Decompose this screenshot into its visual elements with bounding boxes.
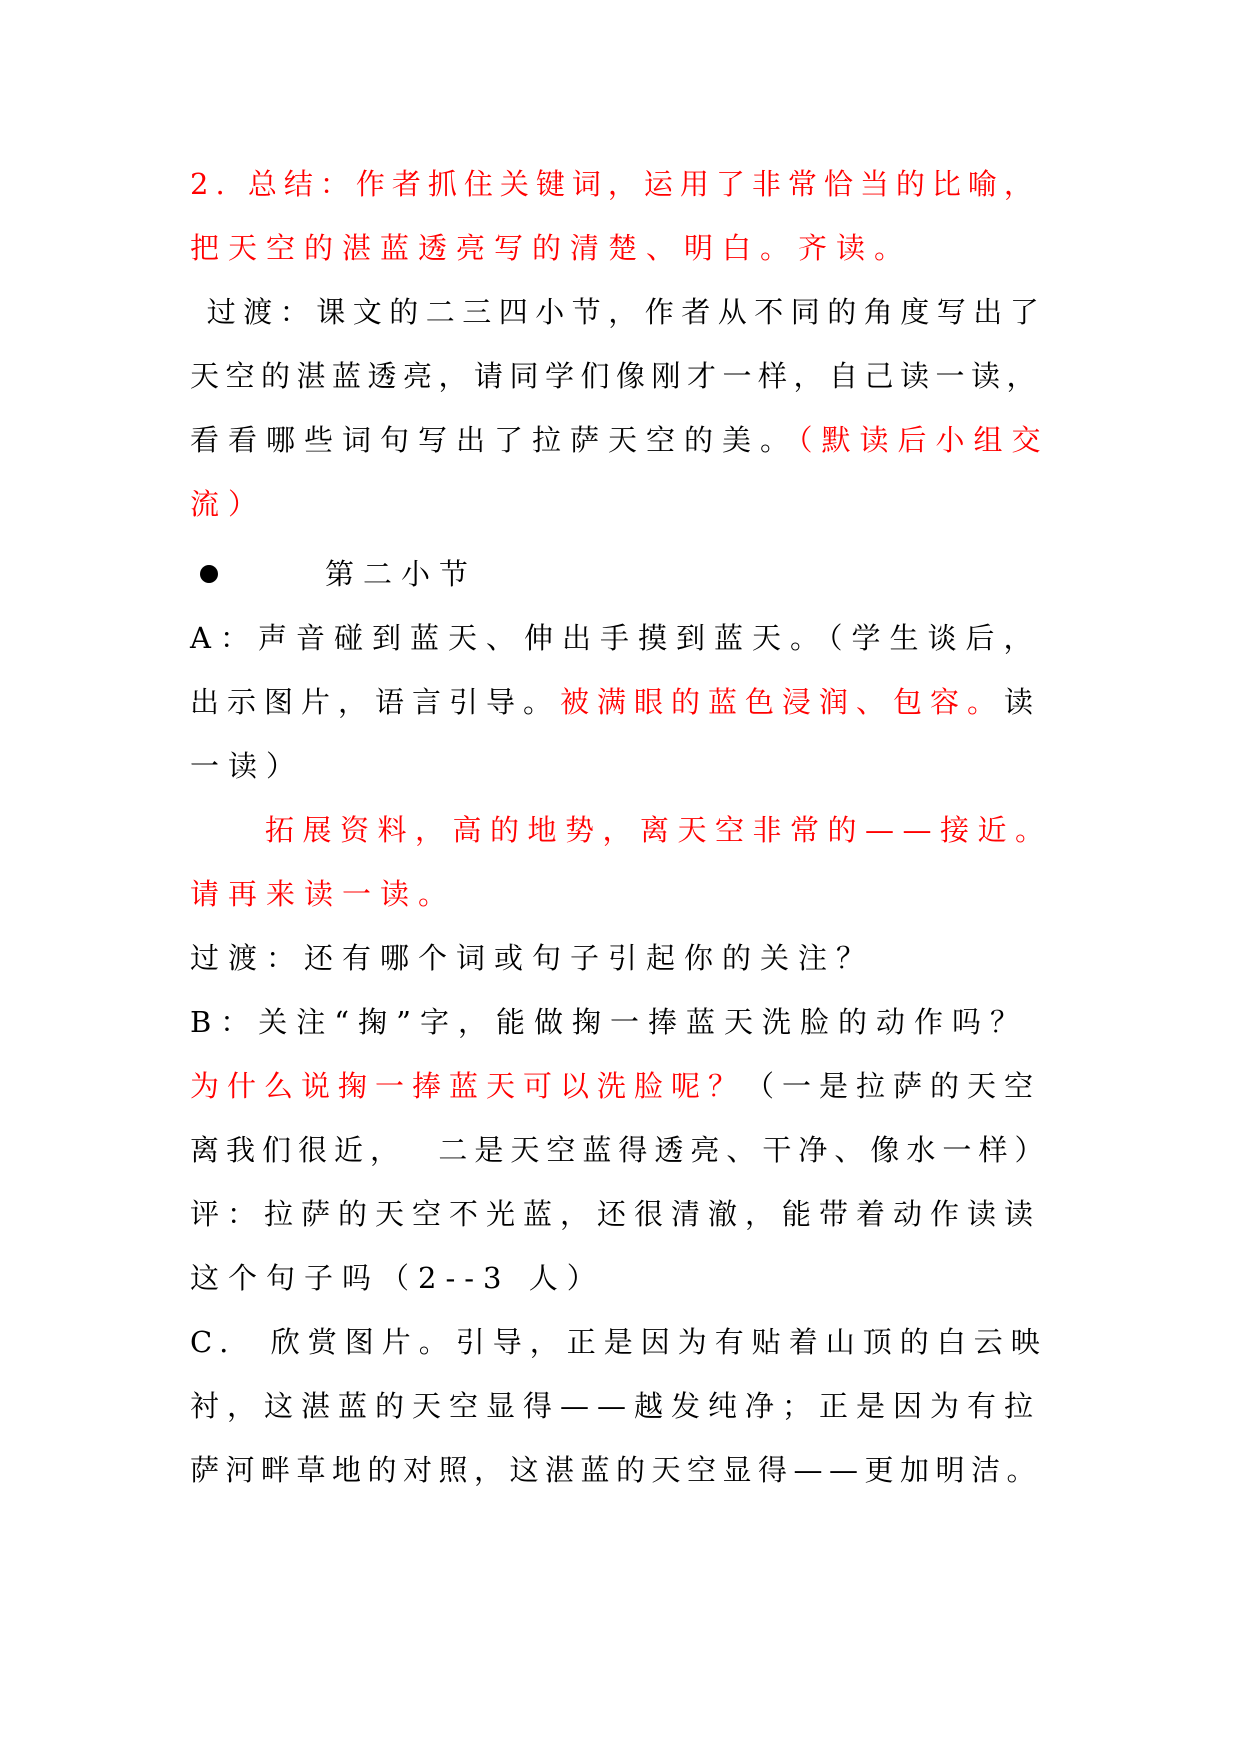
text-segment: 拓展资料，高的地势，离天空非常的——接近。 [265, 813, 1053, 847]
text-line [190, 1002, 1050, 1042]
text-segment: 出示图片，语言引导。 [190, 685, 561, 719]
text-line [190, 1066, 1050, 1106]
text-segment: 读 [1004, 685, 1042, 719]
text-segment: （默读后小组交 [798, 423, 1050, 457]
text-segment: 离我们很近， 二是天空蓝得透亮、干净、像水一样） [190, 1133, 1051, 1167]
text-segment: C. 欣赏图片。引导，正是因为有贴着山顶的白云映 [190, 1325, 1048, 1359]
bullet-icon [200, 565, 218, 583]
text-line [190, 746, 1050, 786]
text-line [190, 164, 1050, 204]
text-line [265, 810, 1055, 850]
text-line [190, 292, 1050, 332]
text-segment: 衬，这湛蓝的天空显得——越发纯净；正是因为有拉 [190, 1389, 1042, 1423]
text-line [190, 1194, 1050, 1234]
text-line [190, 1322, 1050, 1362]
text-line [190, 228, 1050, 268]
text-segment: 过渡：还有哪个词或句子引起你的关注？ [190, 941, 875, 975]
text-segment: 2. 总结：作者抓住关键词，运用了非常恰当的比喻， [190, 167, 1040, 201]
text-segment: 被满眼的蓝色浸润、包容。 [560, 685, 1005, 719]
text-line [190, 356, 1050, 396]
text-segment: 天空的湛蓝透亮，请同学们像刚才一样，自己读一读， [190, 359, 1043, 393]
text-segment: 过渡：课文的二三四小节，作者从不同的角度写出了 [190, 295, 1047, 329]
text-segment: 萨河畔草地的对照，这湛蓝的天空显得——更加明洁。 [190, 1453, 1043, 1487]
text-line [190, 874, 1050, 914]
text-segment: 看看哪些词句写出了拉萨天空的美。 [190, 423, 799, 457]
text-segment: 为什么说掬一捧蓝天可以洗脸呢？ [190, 1069, 746, 1103]
text-segment: 一读） [190, 749, 305, 783]
text-segment: 把天空的湛蓝透亮写的清楚、明白。齐读。 [190, 231, 913, 265]
text-line [190, 1386, 1050, 1426]
text-segment: A：声音碰到蓝天、伸出手摸到蓝天。（学生谈后， [190, 621, 1042, 655]
text-segment: （一是拉萨的天空 [745, 1069, 1042, 1103]
text-segment: 请再来读一读。 [190, 877, 457, 911]
text-line [190, 1130, 1050, 1170]
section-heading [325, 554, 725, 594]
text-segment: 评：拉萨的天空不光蓝，还很清澈，能带着动作读读 [190, 1197, 1042, 1231]
text-line [190, 682, 1050, 722]
text-line [190, 938, 1050, 978]
text-line [190, 1258, 1050, 1298]
text-line [190, 1450, 1050, 1490]
text-line [190, 618, 1050, 658]
text-segment: B：关注“掬”字，能做掬一捧蓝天洗脸的动作吗？ [190, 1005, 1028, 1039]
text-segment: 流） [190, 487, 267, 521]
text-segment: 这个句子吗（2--3 人） [190, 1261, 605, 1295]
text-line [190, 420, 1050, 460]
text-line [190, 484, 1050, 524]
text-segment: 第二小节 [325, 557, 478, 591]
